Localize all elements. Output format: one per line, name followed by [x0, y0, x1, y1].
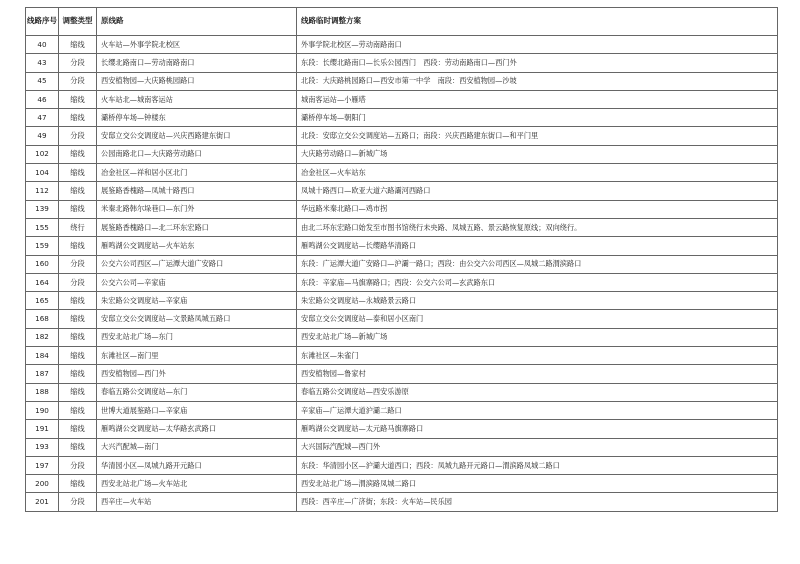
table-row: [26, 292, 778, 310]
table-row: [26, 90, 778, 108]
route-number-cell: 112: [26, 182, 59, 200]
route-number-cell: 102: [26, 145, 59, 163]
original-route-cell: 西安植物园—西门外: [97, 365, 297, 383]
table-row: [26, 54, 778, 72]
original-route-cell: 展鉴路香槐路口—北二环东宏路口: [97, 218, 297, 236]
original-route-cell: 西安北站北广场—火车站北: [97, 475, 297, 493]
table-row: [26, 383, 778, 401]
temporary-plan-cell: 大庆路劳动路口—新城广场: [297, 145, 778, 163]
adjust-type-cell: 分段: [59, 72, 97, 90]
adjust-type-cell: 缩线: [59, 90, 97, 108]
table-row: [26, 365, 778, 383]
adjust-type-cell: 缩线: [59, 36, 97, 54]
route-number-cell: 40: [26, 36, 59, 54]
adjust-type-cell: 缩线: [59, 401, 97, 419]
adjust-type-cell: 缩线: [59, 420, 97, 438]
original-route-cell: 华清园小区—凤城九路开元路口: [97, 456, 297, 474]
temporary-plan-cell: 华远路米秦北路口—鸡市拐: [297, 200, 778, 218]
original-route-cell: 雁鸣湖公交调度站—太华路玄武路口: [97, 420, 297, 438]
original-route-cell: 公交六公司—辛家庙: [97, 273, 297, 291]
adjust-type-cell: 缩线: [59, 365, 97, 383]
table-row: [26, 145, 778, 163]
table-row: [26, 493, 778, 511]
header-original-route: 原线路: [97, 8, 297, 36]
temporary-plan-cell: 城南客运站—小雁塔: [297, 90, 778, 108]
adjust-type-cell: 分段: [59, 255, 97, 273]
route-number-cell: 159: [26, 237, 59, 255]
original-route-cell: 春临五路公交调度站—东门: [97, 383, 297, 401]
original-route-cell: 长缨北路南口—劳动南路南口: [97, 54, 297, 72]
temporary-plan-cell: 外事学院北校区—劳动南路南口: [297, 36, 778, 54]
original-route-cell: 东滩社区—南门里: [97, 347, 297, 365]
route-number-cell: 165: [26, 292, 59, 310]
route-number-cell: 45: [26, 72, 59, 90]
temporary-plan-cell: 大兴国际汽配城—西门外: [297, 438, 778, 456]
original-route-cell: 火车站—外事学院北校区: [97, 36, 297, 54]
temporary-plan-cell: 雁鸣湖公交调度站—太元路马旗寨路口: [297, 420, 778, 438]
temporary-plan-cell: 东段：华清园小区—沪灞大道西口；西段：凤城九路开元路口—渭滨路凤城二路口: [297, 456, 778, 474]
original-route-cell: 火车站北—城南客运站: [97, 90, 297, 108]
adjust-type-cell: 缩线: [59, 200, 97, 218]
table-row: [26, 218, 778, 236]
header-route-no: 线路序号: [26, 8, 59, 36]
route-number-cell: 47: [26, 109, 59, 127]
adjust-type-cell: 缩线: [59, 109, 97, 127]
route-number-cell: 197: [26, 456, 59, 474]
original-route-cell: 灞桥停车场—钟楼东: [97, 109, 297, 127]
route-number-cell: 201: [26, 493, 59, 511]
temporary-plan-cell: 东段：长缨北路南口—长乐公园西门 西段：劳动南路南口—西门外: [297, 54, 778, 72]
temporary-plan-cell: 凤城十路西口—欧亚大道六路灞河西路口: [297, 182, 778, 200]
table-row: [26, 401, 778, 419]
table-row: [26, 182, 778, 200]
route-number-cell: 187: [26, 365, 59, 383]
original-route-cell: 西安植物园—大庆路桃园路口: [97, 72, 297, 90]
original-route-cell: 世博大道展鉴路口—辛家庙: [97, 401, 297, 419]
adjust-type-cell: 分段: [59, 54, 97, 72]
adjust-type-cell: 分段: [59, 493, 97, 511]
table-row: [26, 36, 778, 54]
table-row: [26, 310, 778, 328]
original-route-cell: 米秦北路韩尔垛巷口—东门外: [97, 200, 297, 218]
temporary-plan-cell: 由北二环东宏路口始发至市图书馆绕行未央路、凤城五路、景云路恢复原线；双向绕行。: [297, 218, 778, 236]
adjust-type-cell: 缩线: [59, 475, 97, 493]
route-number-cell: 193: [26, 438, 59, 456]
adjust-type-cell: 分段: [59, 273, 97, 291]
adjust-type-cell: 缩线: [59, 292, 97, 310]
adjust-type-cell: 缩线: [59, 237, 97, 255]
original-route-cell: 西辛庄—火车站: [97, 493, 297, 511]
temporary-plan-cell: 灞桥停车场—朝阳门: [297, 109, 778, 127]
temporary-plan-cell: 朱宏路公交调度站—永城路景云路口: [297, 292, 778, 310]
route-number-cell: 188: [26, 383, 59, 401]
adjust-type-cell: 缩线: [59, 438, 97, 456]
table-header: [26, 8, 778, 36]
table-row: [26, 127, 778, 145]
route-number-cell: 184: [26, 347, 59, 365]
adjust-type-cell: 分段: [59, 127, 97, 145]
route-number-cell: 46: [26, 90, 59, 108]
original-route-cell: 冶金社区—祥和居小区北门: [97, 164, 297, 182]
original-route-cell: 朱宏路公交调度站—辛家庙: [97, 292, 297, 310]
adjust-type-cell: 缩线: [59, 182, 97, 200]
table-row: [26, 200, 778, 218]
table-row: [26, 420, 778, 438]
table-row: [26, 475, 778, 493]
original-route-cell: 西安北站北广场—东门: [97, 328, 297, 346]
temporary-plan-cell: 安邸立交公交调度站—泰和居小区南门: [297, 310, 778, 328]
route-number-cell: 139: [26, 200, 59, 218]
temporary-plan-cell: 北段：大庆路桃园路口—西安市第一中学 南段：西安植物园—沙坡: [297, 72, 778, 90]
temporary-plan-cell: 春临五路公交调度站—西安乐游原: [297, 383, 778, 401]
header-row: [26, 8, 778, 36]
original-route-cell: 公交六公司西区—广运潭大道广安路口: [97, 255, 297, 273]
original-route-cell: 安邸立交公交调度站—兴庆西路建东街口: [97, 127, 297, 145]
table-row: [26, 109, 778, 127]
route-number-cell: 104: [26, 164, 59, 182]
route-number-cell: 43: [26, 54, 59, 72]
temporary-plan-cell: 北段：安邸立交公交调度站—五路口；南段：兴庆西路建东街口—和平门里: [297, 127, 778, 145]
table-row: [26, 347, 778, 365]
adjust-type-cell: 缩线: [59, 145, 97, 163]
table-row: [26, 328, 778, 346]
table-row: [26, 456, 778, 474]
table-row: [26, 237, 778, 255]
temporary-plan-cell: 辛家庙—广运潭大道沪灞二路口: [297, 401, 778, 419]
route-number-cell: 200: [26, 475, 59, 493]
table-row: [26, 164, 778, 182]
original-route-cell: 展鉴路香槐路—凤城十路西口: [97, 182, 297, 200]
route-number-cell: 182: [26, 328, 59, 346]
temporary-plan-cell: 东段：辛家庙—马旗寨路口；西段：公交六公司—玄武路东口: [297, 273, 778, 291]
temporary-plan-cell: 冶金社区—火车站东: [297, 164, 778, 182]
route-number-cell: 191: [26, 420, 59, 438]
route-number-cell: 168: [26, 310, 59, 328]
adjust-type-cell: 缩线: [59, 310, 97, 328]
route-number-cell: 49: [26, 127, 59, 145]
table-body: [26, 36, 778, 512]
temporary-plan-cell: 东段：广运潭大道广安路口—沪灞一路口；西段：由公交六公司西区—凤城二路渭滨路口: [297, 255, 778, 273]
route-adjustment-table: [25, 7, 778, 512]
adjust-type-cell: 绕行: [59, 218, 97, 236]
route-number-cell: 160: [26, 255, 59, 273]
temporary-plan-cell: 西安北站北广场—渭滨路凤城二路口: [297, 475, 778, 493]
route-number-cell: 164: [26, 273, 59, 291]
original-route-cell: 安邸立交公交调度站—文景路凤城五路口: [97, 310, 297, 328]
adjust-type-cell: 缩线: [59, 328, 97, 346]
temporary-plan-cell: 东滩社区—朱雀门: [297, 347, 778, 365]
route-number-cell: 190: [26, 401, 59, 419]
original-route-cell: 大兴汽配城—南门: [97, 438, 297, 456]
adjust-type-cell: 缩线: [59, 164, 97, 182]
original-route-cell: 公园南路北口—大庆路劳动路口: [97, 145, 297, 163]
table-row: [26, 273, 778, 291]
adjust-type-cell: 分段: [59, 456, 97, 474]
original-route-cell: 雁鸣湖公交调度站—火车站东: [97, 237, 297, 255]
header-temporary-plan: 线路临时调整方案: [297, 8, 778, 36]
temporary-plan-cell: 西段：西辛庄—广济街；东段：火车站—民乐园: [297, 493, 778, 511]
header-adjust-type: 调整类型: [59, 8, 97, 36]
table-row: [26, 255, 778, 273]
adjust-type-cell: 缩线: [59, 383, 97, 401]
route-number-cell: 155: [26, 218, 59, 236]
table-row: [26, 438, 778, 456]
temporary-plan-cell: 雁鸣湖公交调度站—长缨路华清路口: [297, 237, 778, 255]
adjust-type-cell: 缩线: [59, 347, 97, 365]
temporary-plan-cell: 西安植物园—鲁家村: [297, 365, 778, 383]
temporary-plan-cell: 西安北站北广场—新城广场: [297, 328, 778, 346]
table-row: [26, 72, 778, 90]
